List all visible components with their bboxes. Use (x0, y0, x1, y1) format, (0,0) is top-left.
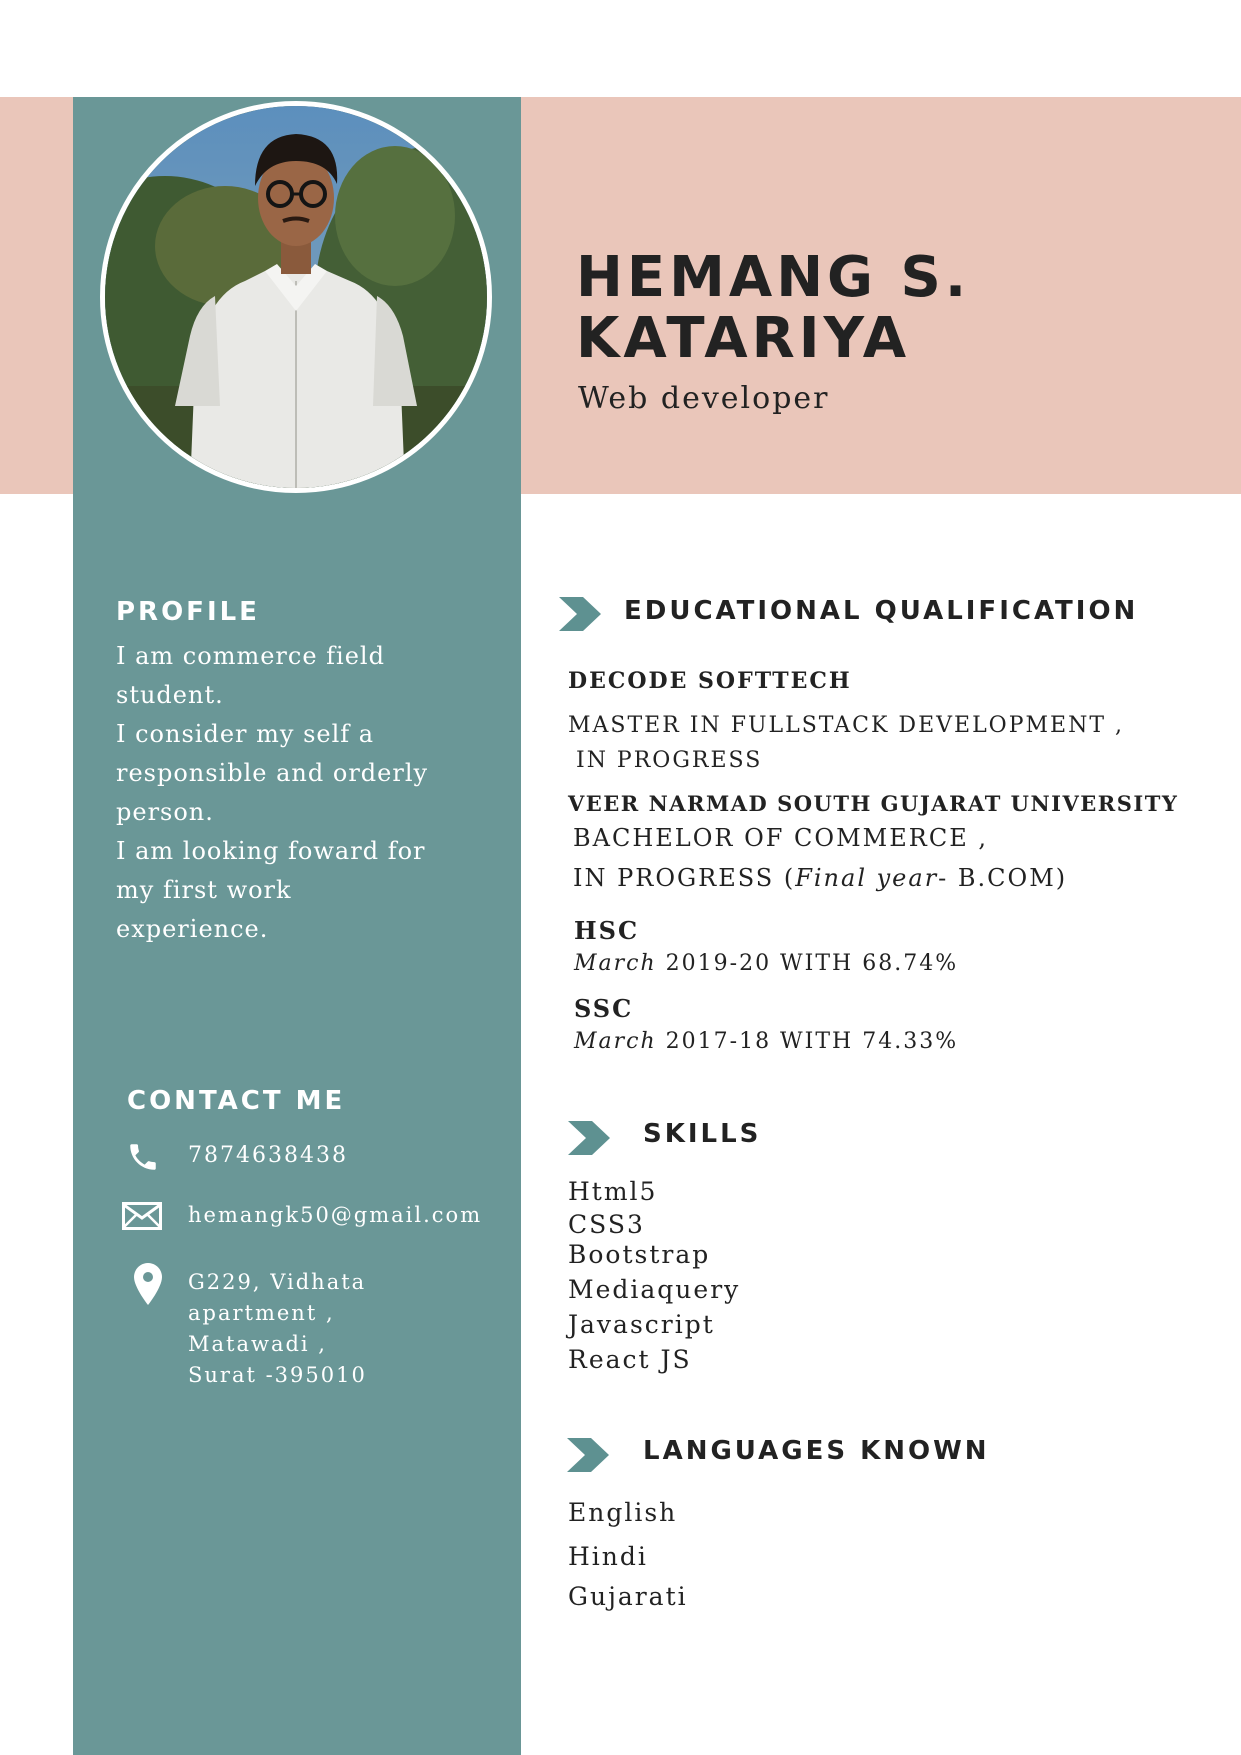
skill-item: Bootstrap (568, 1240, 711, 1269)
education-detail (573, 864, 1067, 892)
skill-item: React JS (568, 1345, 692, 1374)
address-line: Matawadi , (188, 1332, 327, 1356)
education-status: IN PROGRESS ( (573, 864, 796, 892)
profile-line: I am looking foward for (116, 837, 426, 865)
profile-line: my first work (116, 876, 292, 904)
education-institution: SSC (574, 994, 634, 1023)
chevron-right-icon (568, 1121, 610, 1155)
language-item: English (568, 1498, 678, 1527)
education-institution: HSC (574, 916, 640, 945)
profile-line: I am commerce field (116, 642, 385, 670)
address-text (188, 1267, 367, 1391)
education-detail: MASTER IN FULLSTACK DEVELOPMENT , (568, 713, 1125, 738)
address-line: G229, Vidhata (188, 1270, 367, 1294)
profile-line: experience. (116, 915, 269, 943)
education-detail (574, 951, 958, 976)
skills-heading: SKILLS (643, 1119, 762, 1149)
education-institution: DECODE SOFTTECH (568, 668, 852, 694)
education-year: Final year (795, 864, 939, 892)
address-line: apartment , (188, 1301, 335, 1325)
education-detail: IN PROGRESS (576, 748, 763, 773)
email-address[interactable]: hemangk50@gmail.com (188, 1203, 483, 1227)
person-name (576, 247, 970, 369)
contact-heading: CONTACT ME (127, 1086, 346, 1116)
chevron-right-icon (559, 597, 601, 631)
language-item: Gujarati (568, 1582, 688, 1611)
language-item: Hindi (568, 1542, 648, 1571)
phone-icon (126, 1140, 160, 1178)
person-name-line-2: KATARIYA (576, 306, 911, 371)
education-month: March (574, 951, 657, 976)
person-name-line-1: HEMANG S. (576, 245, 971, 310)
profile-heading: PROFILE (116, 597, 260, 627)
phone-number[interactable]: 7874638438 (188, 1143, 348, 1168)
education-detail: BACHELOR OF COMMERCE , (573, 824, 988, 852)
chevron-right-icon (567, 1438, 609, 1472)
job-title: Web developer (578, 381, 830, 416)
profile-line: responsible and orderly (116, 759, 429, 787)
profile-line: I consider my self a (116, 720, 375, 748)
address-line: Surat -395010 (188, 1363, 367, 1387)
skill-item: Javascript (568, 1310, 715, 1339)
education-heading: EDUCATIONAL QUALIFICATION (624, 596, 1139, 626)
skill-item: CSS3 (568, 1210, 645, 1239)
education-result: 2019-20 WITH 68.74% (656, 951, 959, 976)
education-result: 2017-18 WITH 74.33% (656, 1029, 959, 1054)
profile-line: student. (116, 681, 224, 709)
location-pin-icon (134, 1263, 162, 1309)
profile-text (116, 637, 456, 949)
languages-heading: LANGUAGES KNOWN (643, 1436, 990, 1466)
education-degree: - B.COM) (938, 864, 1068, 892)
profile-photo (100, 101, 492, 493)
education-month: March (574, 1029, 657, 1054)
profile-line: person. (116, 798, 214, 826)
education-detail (574, 1029, 958, 1054)
skill-item: Mediaquery (568, 1275, 741, 1304)
mail-icon (122, 1202, 162, 1234)
education-institution: VEER NARMAD SOUTH GUJARAT UNIVERSITY (568, 791, 1179, 816)
skill-item: Html5 (568, 1177, 658, 1206)
